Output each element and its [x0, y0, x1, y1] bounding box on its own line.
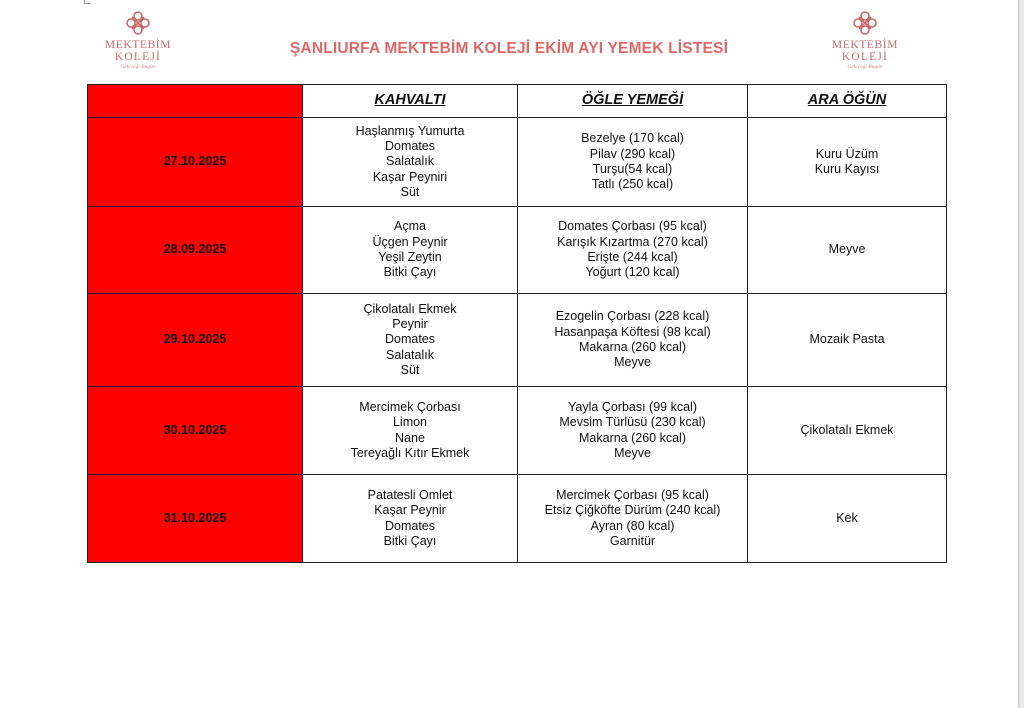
snack-cell — [748, 207, 947, 294]
date-cell: 28.09.2025 — [88, 207, 303, 294]
lunch-cell — [518, 387, 748, 475]
header-breakfast: KAHVALTI — [303, 85, 518, 118]
header-corner-cell — [88, 85, 303, 118]
breakfast-item: Üçgen Peynir — [372, 234, 448, 249]
breakfast-item: Haşlanmış Yumurta — [355, 123, 465, 138]
breakfast-cell — [303, 118, 518, 207]
logo-tagline: Geleceği Bugün — [847, 64, 883, 70]
table-row — [88, 294, 947, 387]
lunch-item: Yoğurt (120 kcal) — [585, 265, 680, 280]
lunch-item: Mevsim Türlüsü (230 kcal) — [559, 415, 706, 430]
snack-item: Çikolatalı Ekmek — [800, 422, 894, 437]
breakfast-item: Çikolatalı Ekmek — [363, 301, 457, 316]
breakfast-item: Bitki Çayı — [383, 533, 437, 548]
table-row — [88, 118, 947, 207]
lunch-cell — [518, 475, 748, 563]
lunch-item: Turşu(54 kcal) — [592, 162, 673, 176]
date-cell: 31.10.2025 — [88, 475, 303, 563]
date-cell: 27.10.2025 — [88, 118, 303, 207]
snack-item: Mozaik Pasta — [809, 332, 885, 347]
breakfast-item: Domates — [384, 518, 436, 533]
breakfast-item: Patatesli Omlet — [367, 487, 453, 502]
logo-text-line1: MEKTEBİM — [831, 39, 899, 51]
breakfast-cell — [303, 294, 518, 387]
breakfast-item: Domates — [384, 332, 436, 347]
lunch-item: Ayran (80 kcal) — [590, 518, 675, 533]
breakfast-item: Süt — [400, 362, 420, 377]
table-row — [88, 207, 947, 294]
snack-item: Kuru Üzüm — [815, 146, 879, 161]
logo-emblem-icon — [850, 8, 880, 38]
lunch-item: Etsiz Çiğköfte Dürüm (240 kcal) — [544, 503, 721, 518]
breakfast-item: Tereyağlı Kıtır Ekmek — [350, 445, 470, 460]
lunch-cell — [518, 118, 748, 207]
lunch-item: Makarna (260 kcal) — [579, 340, 686, 354]
snack-item: Kuru Kayısı — [814, 162, 880, 176]
breakfast-item: Yeşil Zeytin — [378, 250, 442, 264]
breakfast-item: Limon — [392, 415, 428, 430]
snack-item: Meyve — [828, 242, 866, 257]
lunch-cell — [518, 207, 748, 294]
breakfast-item: Açma — [394, 219, 426, 234]
breakfast-item: Mercimek Çorbası — [359, 399, 461, 414]
lunch-item: Meyve — [614, 445, 651, 460]
lunch-item: Mercimek Çorbası (95 kcal) — [556, 487, 709, 502]
lunch-item: Pilav (290 kcal) — [589, 146, 676, 161]
lunch-item: Bezelye (170 kcal) — [581, 131, 684, 146]
breakfast-item: Domates — [384, 139, 436, 154]
table-row — [88, 387, 947, 475]
lunch-item: Ezogelin Çorbası (228 kcal) — [555, 309, 710, 324]
lunch-item: Yayla Çorbası (99 kcal) — [568, 399, 697, 414]
breakfast-item: Süt — [400, 184, 420, 199]
breakfast-cell — [303, 207, 518, 294]
breakfast-item: Nane — [395, 430, 425, 445]
table-row — [88, 475, 947, 563]
snack-cell — [748, 294, 947, 387]
table-body — [88, 118, 947, 563]
logo-emblem-icon — [123, 8, 153, 38]
logo-tagline: Geleceği Bugün — [120, 64, 156, 70]
header-snack: ARA ÖĞÜN — [748, 85, 947, 118]
snack-cell — [748, 475, 947, 563]
breakfast-item: Bitki Çayı — [383, 265, 437, 280]
lunch-item: Garnitür — [609, 533, 656, 548]
date-cell: 30.10.2025 — [88, 387, 303, 475]
breakfast-item: Salatalık — [386, 347, 434, 362]
logo-text-line2: KOLEJİ — [841, 51, 889, 63]
page-title: ŞANLIURFA MEKTEBİM KOLEJİ EKİM AYI YEMEK LİSTESİ — [289, 40, 729, 57]
breakfast-item: Kaşar Peynir — [374, 503, 446, 518]
snack-cell — [748, 387, 947, 475]
header-lunch: ÖĞLE YEMEĞİ — [518, 85, 748, 118]
meal-table — [87, 84, 947, 563]
breakfast-cell — [303, 475, 518, 563]
lunch-item: Meyve — [614, 355, 651, 370]
lunch-item: Domates Çorbası (95 kcal) — [558, 219, 707, 234]
lunch-item: Karışık Kızartma (270 kcal) — [557, 234, 708, 249]
lunch-item: Hasanpaşa Köftesi (98 kcal) — [554, 324, 711, 339]
lunch-item: Erişte (244 kcal) — [587, 250, 678, 264]
lunch-item: Tatlı (250 kcal) — [591, 177, 674, 192]
breakfast-item: Peynir — [392, 317, 428, 332]
table-header-row — [88, 85, 947, 118]
breakfast-item: Salatalık — [386, 154, 434, 169]
logo-text-line2: KOLEJİ — [114, 51, 162, 63]
snack-item: Kek — [836, 510, 858, 525]
breakfast-cell — [303, 387, 518, 475]
logo-text-line1: MEKTEBİM — [104, 39, 172, 51]
lunch-cell — [518, 294, 748, 387]
date-cell: 29.10.2025 — [88, 294, 303, 387]
breakfast-item: Kaşar Peyniri — [372, 169, 448, 184]
lunch-item: Makarna (260 kcal) — [579, 430, 686, 445]
page-corner-mark — [84, 0, 91, 4]
snack-cell — [748, 118, 947, 207]
